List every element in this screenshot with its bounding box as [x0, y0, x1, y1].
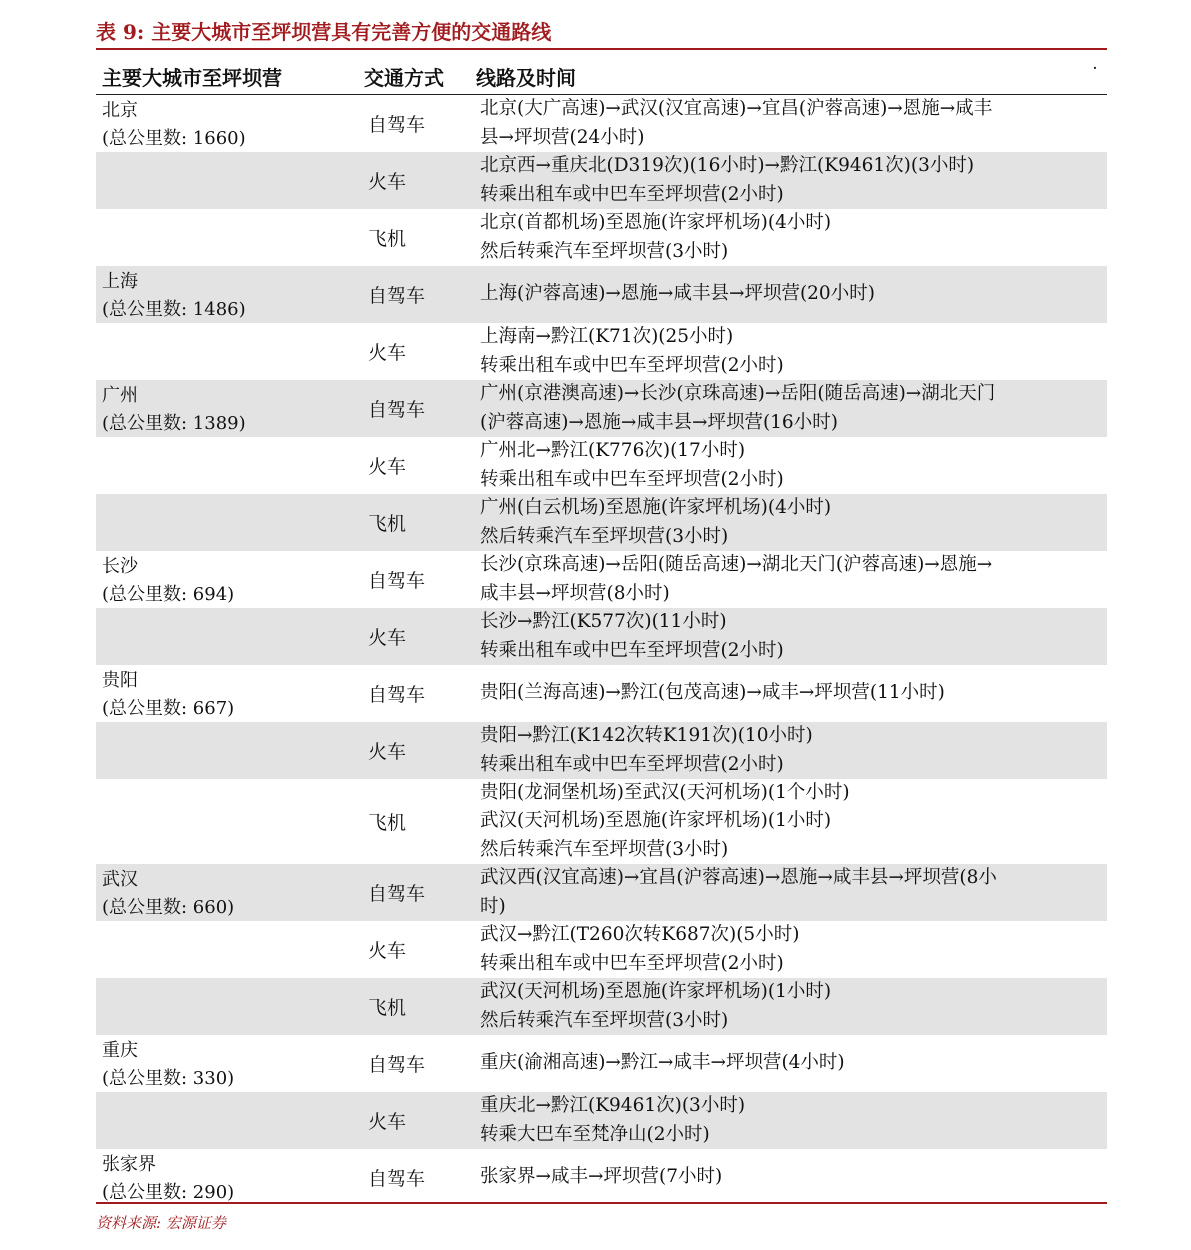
- city-distance: (总公里数: 694): [102, 584, 235, 605]
- route-line: 贵阳→黔江(K142次转K191次)(10小时): [480, 725, 813, 746]
- table-row: [96, 1149, 1107, 1206]
- route-line: 张家界→咸丰→坪坝营(7小时): [480, 1166, 723, 1188]
- table-row: [96, 152, 1107, 209]
- city-name: 张家界: [102, 1154, 156, 1176]
- route-line: 然后转乘汽车至坪坝营(3小时): [480, 240, 729, 262]
- route-cell: [480, 978, 831, 1035]
- row-city-cell: [102, 866, 234, 922]
- table-row: [96, 551, 1107, 608]
- transport-mode: 自驾车: [368, 684, 426, 706]
- route-line: 贵阳(兰海高速)→黔江(包茂高速)→咸丰→坪坝营(11小时): [480, 682, 945, 704]
- route-cell: [480, 608, 784, 665]
- transport-mode: 飞机: [368, 513, 407, 535]
- city-distance: (总公里数: 667): [102, 698, 235, 719]
- city-name: 重庆: [102, 1040, 138, 1062]
- city-name: 武汉: [102, 869, 138, 891]
- route-cell: [480, 209, 831, 266]
- row-city-cell: [102, 1037, 234, 1093]
- route-line: 武汉(天河机场)至恩施(许家坪机场)(1小时): [480, 981, 832, 1003]
- transport-mode: 火车: [368, 171, 407, 193]
- route-line: 长沙→黔江(K577次)(11小时): [480, 611, 727, 632]
- table-row: [96, 665, 1107, 722]
- route-line: 贵阳(龙洞堡机场)至武汉(天河机场)(1个小时): [480, 781, 850, 803]
- transport-mode: 火车: [368, 342, 407, 364]
- route-line: 北京西→重庆北(D319次)(16小时)→黔江(K9461次)(3小时): [480, 155, 975, 176]
- transport-mode: 自驾车: [368, 285, 426, 307]
- table-row: [96, 921, 1107, 978]
- table-row: [96, 380, 1107, 437]
- route-line: 县→坪坝营(24小时): [480, 126, 645, 148]
- route-line: 时): [480, 895, 506, 917]
- city-name: 贵阳: [102, 670, 138, 691]
- route-cell: [480, 551, 992, 608]
- transport-mode: 自驾车: [368, 570, 426, 592]
- route-line: 转乘出租车或中巴车至坪坝营(2小时): [480, 354, 784, 376]
- header-city: 主要大城市至坪坝营: [102, 65, 282, 90]
- route-line: 武汉→黔江(T260次转K687次)(5小时): [480, 924, 800, 946]
- table-body: [96, 95, 1107, 1206]
- route-line: 然后转乘汽车至坪坝营(3小时): [480, 838, 729, 860]
- row-city-cell: [102, 667, 234, 723]
- city-name: 广州: [102, 385, 138, 406]
- route-cell: [480, 437, 784, 494]
- route-line: 广州(京港澳高速)→长沙(京珠高速)→岳阳(随岳高速)→湖北天门: [480, 383, 996, 404]
- title-bar: [96, 18, 1107, 50]
- transport-mode: 自驾车: [368, 399, 426, 421]
- route-cell: [480, 665, 945, 722]
- header-route: 线路及时间: [476, 65, 576, 90]
- transport-mode: 火车: [368, 1111, 407, 1134]
- route-line: 重庆(渝湘高速)→黔江→咸丰→坪坝营(4小时): [480, 1052, 845, 1074]
- transport-mode: 飞机: [368, 812, 407, 835]
- table-row: [96, 978, 1107, 1035]
- transport-mode: 自驾车: [368, 883, 426, 906]
- transport-mode: 自驾车: [368, 1054, 426, 1077]
- city-name: 北京: [102, 100, 138, 121]
- route-line: 然后转乘汽车至坪坝营(3小时): [480, 525, 729, 547]
- route-cell: [480, 1149, 722, 1206]
- route-line: 转乘出租车或中巴车至坪坝营(2小时): [480, 639, 784, 661]
- route-cell: [480, 1035, 845, 1092]
- transport-mode: 火车: [368, 627, 407, 649]
- route-line: 转乘出租车或中巴车至坪坝营(2小时): [480, 952, 784, 974]
- transport-mode: 火车: [368, 741, 407, 763]
- row-city-cell: [102, 97, 246, 153]
- table-row: [96, 1035, 1107, 1092]
- header-mode: 交通方式: [364, 65, 444, 90]
- table-row: [96, 437, 1107, 494]
- table-row: [96, 323, 1107, 380]
- route-cell: [480, 380, 995, 437]
- route-line: 咸丰县→坪坝营(8小时): [480, 582, 670, 604]
- route-cell: [480, 95, 992, 152]
- route-cell: [480, 864, 997, 921]
- route-line: 武汉(天河机场)至恩施(许家坪机场)(1小时): [480, 810, 832, 832]
- table-row: [96, 494, 1107, 551]
- city-distance: (总公里数: 290): [102, 1182, 235, 1204]
- route-line: 然后转乘汽车至坪坝营(3小时): [480, 1009, 729, 1031]
- table-row: [96, 1092, 1107, 1149]
- route-cell: [480, 323, 784, 380]
- transport-mode: 自驾车: [368, 1168, 426, 1191]
- route-cell: [480, 722, 813, 779]
- table-row: [96, 266, 1107, 323]
- row-city-cell: [102, 1151, 234, 1207]
- table-title: 表 9: 主要大城市至坪坝营具有完善方便的交通路线: [96, 20, 552, 44]
- transport-mode: 飞机: [368, 228, 407, 250]
- route-line: 转乘出租车或中巴车至坪坝营(2小时): [480, 753, 784, 775]
- route-line: 武汉西(汉宜高速)→宜昌(沪蓉高速)→恩施→咸丰县→坪坝营(8小: [480, 867, 997, 889]
- transport-mode: 火车: [368, 456, 407, 478]
- route-cell: [480, 1092, 745, 1149]
- city-name: 上海: [102, 271, 138, 292]
- city-distance: (总公里数: 330): [102, 1068, 235, 1090]
- transport-table: [96, 58, 1107, 1206]
- row-city-cell: [102, 382, 246, 438]
- route-cell: [480, 266, 875, 323]
- route-cell: [480, 494, 831, 551]
- route-line: 转乘出租车或中巴车至坪坝营(2小时): [480, 468, 784, 490]
- route-line: 转乘出租车或中巴车至坪坝营(2小时): [480, 183, 784, 205]
- table-row: [96, 779, 1107, 864]
- header-dot: .: [1092, 58, 1097, 72]
- route-line: 转乘大巴车至梵净山(2小时): [480, 1123, 710, 1145]
- route-line: 北京(大广高速)→武汉(汉宜高速)→宜昌(沪蓉高速)→恩施→咸丰: [480, 98, 993, 119]
- table-row: [96, 95, 1107, 152]
- table-row: [96, 608, 1107, 665]
- table-row: [96, 864, 1107, 921]
- city-name: 长沙: [102, 556, 138, 577]
- route-line: 长沙(京珠高速)→岳阳(随岳高速)→湖北天门(沪蓉高速)→恩施→: [480, 554, 993, 575]
- table-row: [96, 722, 1107, 779]
- route-cell: [480, 779, 850, 864]
- transport-mode: 自驾车: [368, 114, 426, 136]
- table-header: [96, 58, 1107, 95]
- city-distance: (总公里数: 1486): [102, 299, 246, 320]
- route-cell: [480, 921, 799, 978]
- source-note: 资料来源: 宏源证券: [96, 1214, 226, 1232]
- city-distance: (总公里数: 1389): [102, 413, 246, 434]
- route-line: 上海南→黔江(K71次)(25小时): [480, 326, 734, 347]
- route-line: 重庆北→黔江(K9461次)(3小时): [480, 1095, 746, 1117]
- city-distance: (总公里数: 660): [102, 897, 235, 919]
- city-distance: (总公里数: 1660): [102, 128, 246, 149]
- route-line: 广州(白云机场)至恩施(许家坪机场)(4小时): [480, 497, 832, 518]
- route-line: 北京(首都机场)至恩施(许家坪机场)(4小时): [480, 212, 832, 233]
- route-line: (沪蓉高速)→恩施→咸丰县→坪坝营(16小时): [480, 411, 838, 433]
- row-city-cell: [102, 268, 246, 324]
- transport-mode: 火车: [368, 940, 407, 963]
- transport-mode: 飞机: [368, 997, 407, 1020]
- route-line: 广州北→黔江(K776次)(17小时): [480, 440, 746, 461]
- row-city-cell: [102, 553, 234, 609]
- route-line: 上海(沪蓉高速)→恩施→咸丰县→坪坝营(20小时): [480, 283, 875, 305]
- route-cell: [480, 152, 974, 209]
- table-row: [96, 209, 1107, 266]
